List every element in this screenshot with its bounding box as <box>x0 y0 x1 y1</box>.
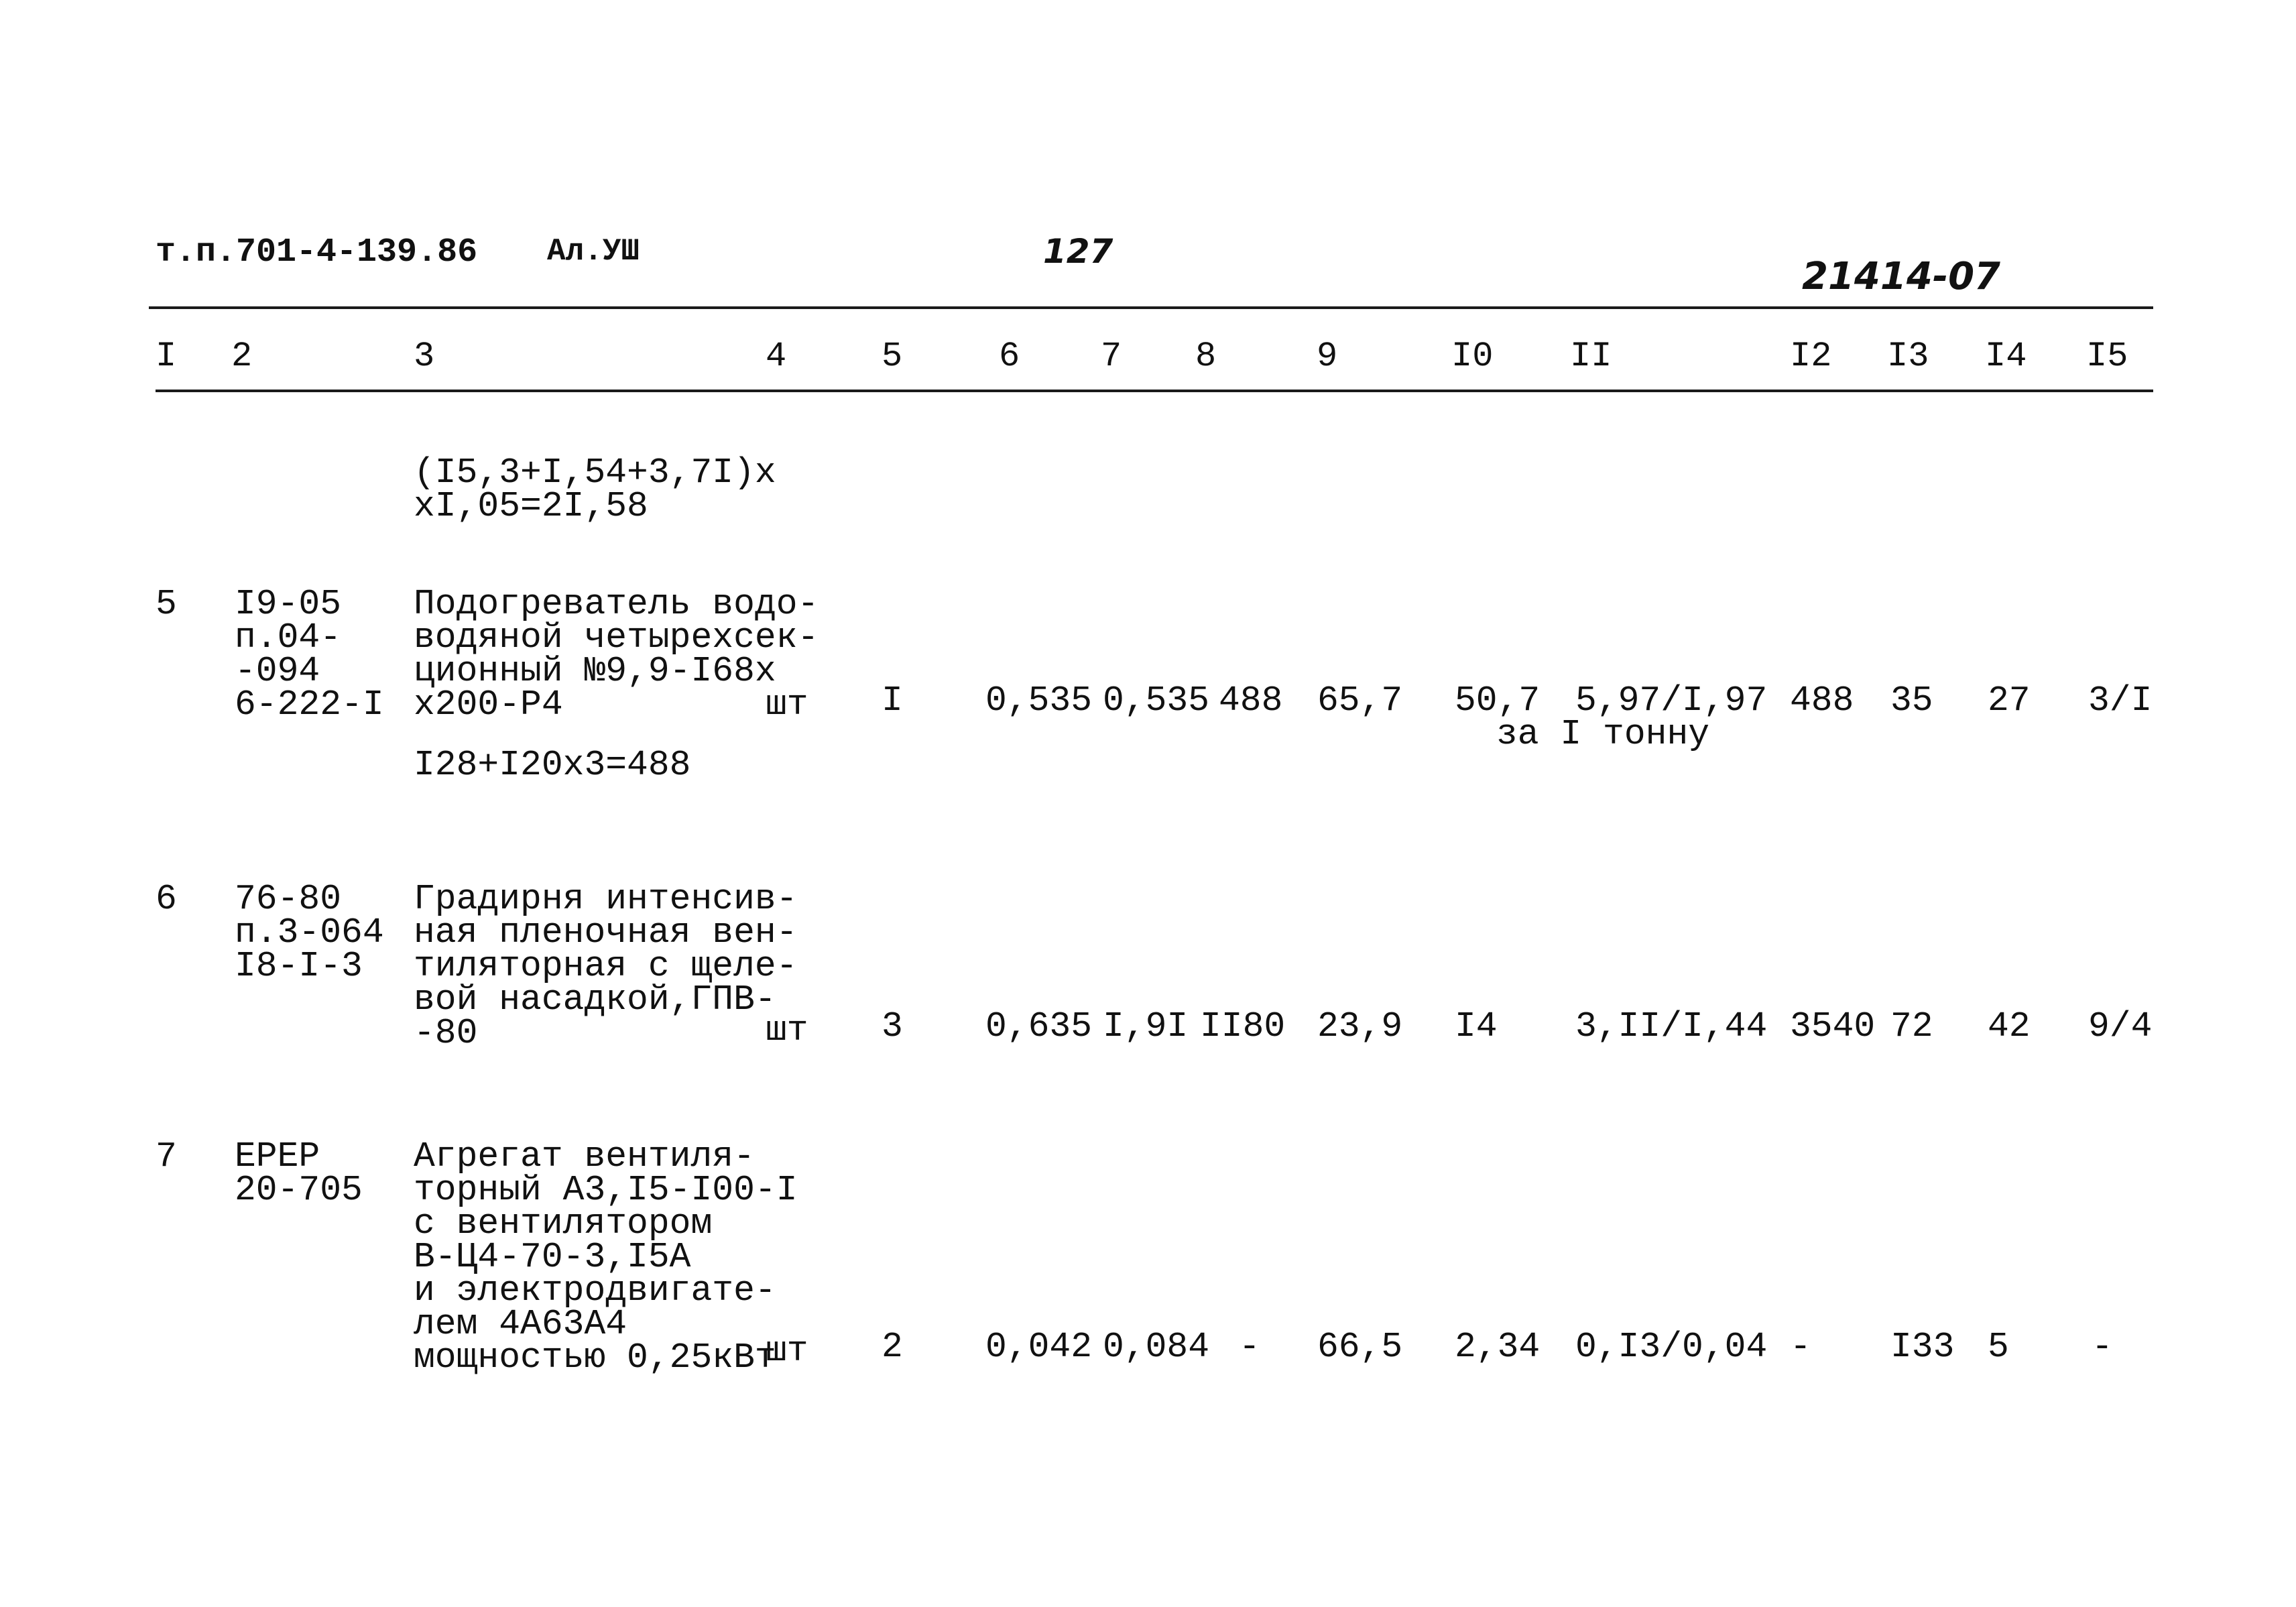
item-code: ЕРЕР 20-705 <box>235 1136 363 1210</box>
value-col-13: I33 <box>1890 1327 1955 1367</box>
top-rule <box>149 306 2153 309</box>
value-col-7: I,9I <box>1103 1006 1189 1047</box>
unit: шт <box>766 1331 808 1371</box>
column-header: I <box>156 337 177 376</box>
album-label: Ал.УШ <box>547 234 640 269</box>
value-col-10: I4 <box>1455 1006 1498 1047</box>
value-col-14: 27 <box>1988 680 2031 721</box>
value-col-10: 50,7 <box>1455 680 1540 721</box>
value-col-7: 0,535 <box>1103 680 1210 721</box>
value-col-7: 0,084 <box>1103 1327 1210 1367</box>
item-name: Градирня интенсив- ная пленочная вен- тиляторная с щеле- вой насадкой,ГПВ- -80 <box>414 879 798 1053</box>
value-col-11: 0,I3/0,04 <box>1575 1327 1768 1367</box>
column-header: I3 <box>1887 337 1929 376</box>
column-header: I0 <box>1451 337 1494 376</box>
row-number: 7 <box>156 1136 177 1177</box>
value-col-12: 3540 <box>1790 1006 1876 1047</box>
column-header: 6 <box>999 337 1020 376</box>
column-header: II <box>1570 337 1612 376</box>
value-col-10: 2,34 <box>1455 1327 1540 1367</box>
continuation-formula: (I5,3+I,54+3,7I)x xI,05=2I,58 <box>414 453 776 526</box>
value-col-6: 0,042 <box>985 1327 1093 1367</box>
column-header: 7 <box>1101 337 1122 376</box>
value-col-8: 488 <box>1219 680 1283 721</box>
value-col-11: 3,II/I,44 <box>1575 1006 1768 1047</box>
value-col-9: 66,5 <box>1317 1327 1403 1367</box>
value-col-6: 0,635 <box>985 1006 1093 1047</box>
value-col-14: 5 <box>1988 1327 2009 1367</box>
column-header: 2 <box>231 337 253 376</box>
value-col-13: 72 <box>1890 1006 1933 1047</box>
unit: шт <box>766 685 808 725</box>
value-col-13: 35 <box>1890 680 1933 721</box>
column-header: 5 <box>882 337 903 376</box>
item-code: 76-80 п.3-064 I8-I-3 <box>235 879 384 986</box>
value-col-15: - <box>2092 1327 2113 1367</box>
unit: шт <box>766 1010 808 1051</box>
column-header: I2 <box>1790 337 1832 376</box>
column-header: 8 <box>1195 337 1217 376</box>
quantity: I <box>882 680 903 721</box>
column-header: 3 <box>414 337 435 376</box>
document-code: т.п.701-4-139.86 <box>156 233 478 272</box>
row-number: 5 <box>156 584 177 624</box>
inventory-number: 21414-07 <box>1802 255 2000 298</box>
column-header: I4 <box>1985 337 2027 376</box>
value-col-9: 65,7 <box>1317 680 1403 721</box>
page-number: 127 <box>1043 232 1113 271</box>
quantity-formula: I28+I20х3=488 <box>414 745 691 785</box>
value-col-9: 23,9 <box>1317 1006 1403 1047</box>
column-header: I5 <box>2086 337 2128 376</box>
value-col-8: II80 <box>1200 1006 1286 1047</box>
value-col-6: 0,535 <box>985 680 1093 721</box>
column-header: 9 <box>1317 337 1338 376</box>
item-code: I9-05 п.04- -094 6-222-I <box>235 584 384 725</box>
quantity: 3 <box>882 1006 903 1047</box>
value-col-12: - <box>1790 1327 1811 1367</box>
column-header: 4 <box>766 337 787 376</box>
value-col-14: 42 <box>1988 1006 2031 1047</box>
item-name: Агрегат вентиля- торный А3,I5-I00-I с вентилятором В-Ц4-70-3,I5А и электродвигате- лем 4А63А4 мощностью 0,25кВт <box>414 1136 798 1378</box>
value-col-8: - <box>1239 1327 1260 1367</box>
value-col-11: 5,97/I,97 <box>1575 680 1768 721</box>
value-note: за I тонну <box>1496 714 1710 754</box>
row-number: 6 <box>156 879 177 919</box>
item-name: Подогреватель водо- водяной четырехсек- ционный №9,9-I68х х200-Р4 <box>414 584 819 725</box>
value-col-12: 488 <box>1790 680 1854 721</box>
value-col-15: 9/4 <box>2088 1006 2153 1047</box>
value-col-15: 3/I <box>2088 680 2153 721</box>
quantity: 2 <box>882 1327 903 1367</box>
header-rule <box>156 390 2153 392</box>
